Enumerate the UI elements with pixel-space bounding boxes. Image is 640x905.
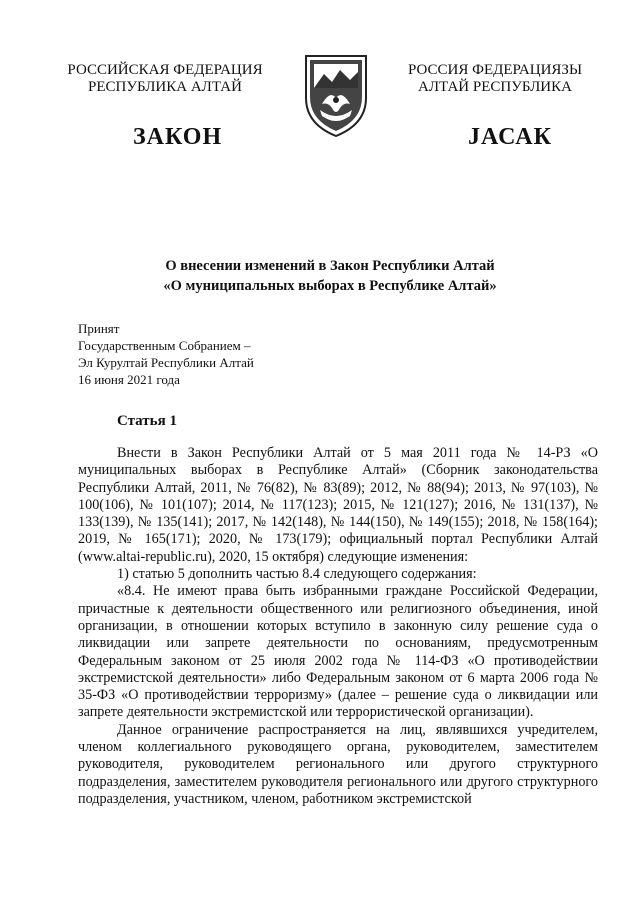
article-item-1: 1) статью 5 дополнить частью 8.4 следующего содержания: xyxy=(117,566,477,583)
law-heading-russian: ЗАКОН xyxy=(133,124,223,150)
header-right-line1: РОССИЯ ФЕДЕРАЦИЯЗЫ xyxy=(407,62,583,78)
law-title-line2: «О муниципальных выборах в Республике Алтай» xyxy=(163,278,497,294)
adoption-line2: Государственным Собранием – xyxy=(78,338,251,353)
header-right-block xyxy=(388,62,602,96)
header-left-line2: РЕСПУБЛИКА АЛТАЙ xyxy=(88,79,242,95)
header-left-block xyxy=(60,62,270,96)
article-paragraph-3: Данное ограничение распространяется на лиц, являвшихся учредителем, членом коллегиального руководящего органа, руководителем, заместителем руководителя, руководителем регионального или другого структурного подразделения, заместителем руководителя регионального или другого структурного подразделения, участником, членом, работником экстремистской xyxy=(78,721,598,807)
article-body xyxy=(78,445,598,808)
header-right-line2: АЛТАЙ РЕСПУБЛИКА xyxy=(418,79,572,95)
adoption-block xyxy=(78,320,254,388)
adoption-date: 16 июня 2021 года xyxy=(78,372,180,387)
law-title-line1: О внесении изменений в Закон Республики Алтай xyxy=(165,258,495,274)
law-heading-altai: JАСАК xyxy=(468,124,553,150)
adoption-line3: Эл Курултай Республики Алтай xyxy=(78,355,254,370)
article-paragraph-1: Внести в Закон Республики Алтай от 5 мая 2011 года № 14-РЗ «О муниципальных выборах в Республике Алтай» (Сборник законодательства Республики Алтай, 2011, № 76(82), № 83(89); 2012, № 88(94); 2013, № 97(103), № 100(106), № 101(107); 2014, № 117(123); 2015, № 121(127); 2016, № 131(137), № 133(139), № 135(141); 2017, № 142(148), № 144(150), № 149(155); 2018, № 158(164); 2019, № 165(171); 2020, № 173(179); официальный портал Республики Алтай (www.altai-republic.ru), 2020, 15 октября) следующие изменения: xyxy=(78,445,598,565)
article-paragraph-2: «8.4. Не имеют права быть избранными граждане Российской Федерации, причастные к деятельности общественного или религиозного объединения, иной организации, в отношении которых вступило в законную силу решение суда о ликвидации или запрете деятельности по основаниям, предусмотренным Федеральным законом от 25 июля 2002 года № 114-ФЗ «О противодействии экстремистской деятельности» либо Федеральным законом от 6 марта 2006 года № 35-ФЗ «О противодействии терроризму» (далее – решение суда о ликвидации или запрете деятельности экстремистской или террористической организации). xyxy=(78,583,598,721)
coat-of-arms-icon xyxy=(300,52,372,138)
law-title xyxy=(60,256,600,296)
header-left-line1: РОССИЙСКАЯ ФЕДЕРАЦИЯ xyxy=(67,62,263,78)
adoption-line1: Принят xyxy=(78,321,120,336)
article-heading: Статья 1 xyxy=(117,413,177,429)
